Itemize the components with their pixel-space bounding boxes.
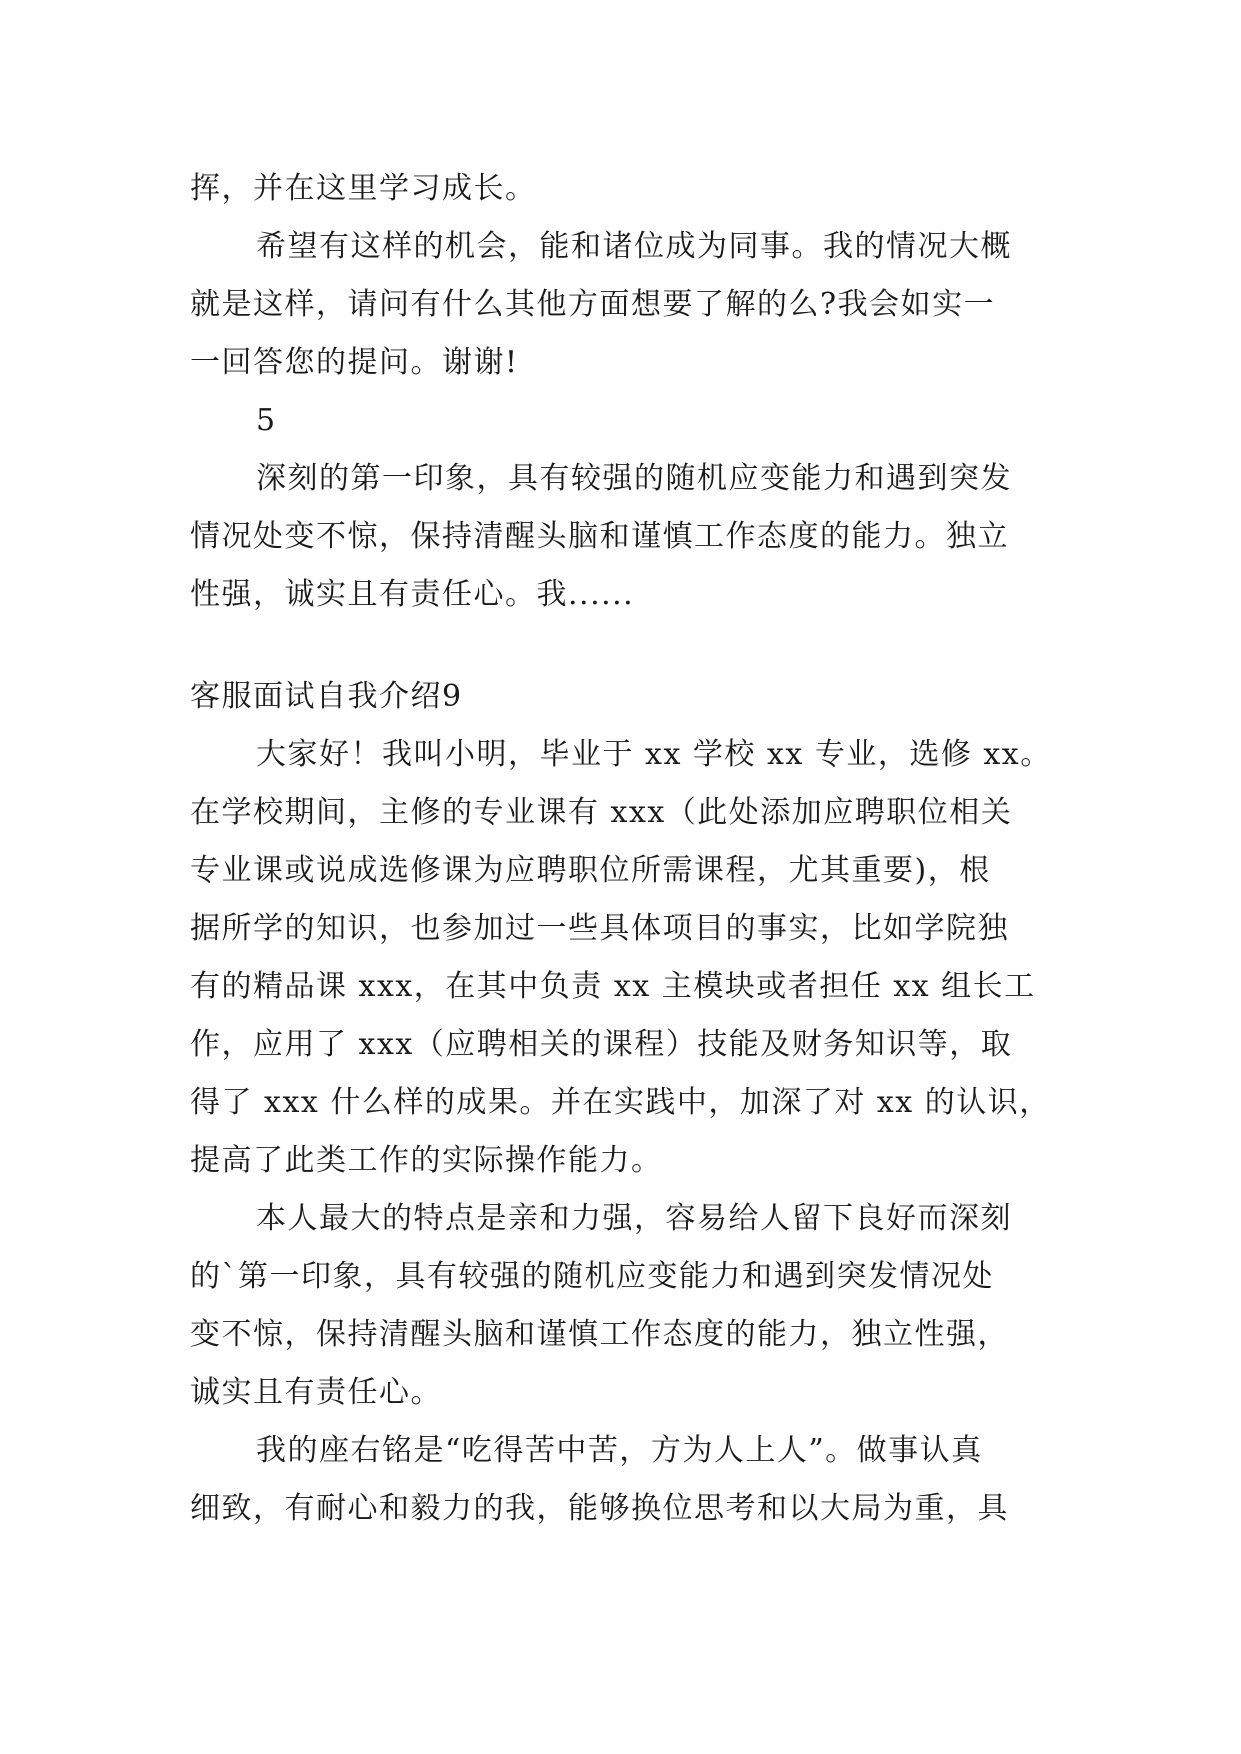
paragraph-line: 我的座右铭是“吃得苦中苦，方为人上人”。做事认真 <box>256 1433 983 1468</box>
paragraph-motto <box>190 1422 1050 1538</box>
paragraph-line: 细致，有耐心和毅力的我，能够换位思考和以大局为重，具 <box>190 1491 1009 1526</box>
paragraph-traits <box>190 1190 1050 1422</box>
section-gap <box>190 624 1050 668</box>
paragraph-line: 专业课或说成选修课为应聘职位所需课程，尤其重要)，根 <box>190 853 991 888</box>
paragraph-line: 作，应用了 xxx（应聘相关的课程）技能及财务知识等，取 <box>190 1027 1013 1062</box>
section-heading: 客服面试自我介绍9 <box>190 679 463 714</box>
paragraph-line: 希望有这样的机会，能和诸位成为同事。我的情况大概 <box>256 229 1012 264</box>
paragraph-line: 情况处变不惊，保持清醒头脑和谨慎工作态度的能力。独立 <box>190 519 1009 554</box>
paragraph-line: 有的精品课 xxx，在其中负责 xx 主模块或者担任 xx 组长工 <box>190 969 1036 1004</box>
paragraph-continuation-line: 挥，并在这里学习成长。 <box>190 171 537 206</box>
document-body <box>190 160 1050 1538</box>
paragraph-line: 在学校期间，主修的专业课有 xxx（此处添加应聘职位相关 <box>190 795 1013 830</box>
paragraph-line: 得了 xxx 什么样的成果。并在实践中，加深了对 xx 的认识， <box>190 1085 1051 1120</box>
paragraph-introduction <box>190 726 1050 1190</box>
section-number: 5 <box>256 403 277 438</box>
paragraph-line: 提高了此类工作的实际操作能力。 <box>190 1143 663 1178</box>
paragraph-line: 诚实且有责任心。 <box>190 1375 442 1410</box>
paragraph-line: 深刻的第一印象，具有较强的随机应变能力和遇到突发 <box>256 461 1012 496</box>
paragraph-line: 一回答您的提问。谢谢! <box>190 345 519 380</box>
paragraph-line: 本人最大的特点是亲和力强，容易给人留下良好而深刻 <box>256 1201 1012 1236</box>
paragraph-line: 就是这样，请问有什么其他方面想要了解的么?我会如实一 <box>190 287 996 322</box>
paragraph-line: 据所学的知识，也参加过一些具体项目的事实，比如学院独 <box>190 911 1009 946</box>
paragraph-line: 性强，诚实且有责任心。我...... <box>190 577 635 612</box>
paragraph-line: 大家好！我叫小明，毕业于 xx 学校 xx 专业，选修 xx。 <box>256 737 1052 772</box>
paragraph-line: 的`第一印象，具有较强的随机应变能力和遇到突发情况处 <box>190 1259 994 1294</box>
paragraph-excerpt <box>190 450 1050 624</box>
paragraph-closing <box>190 218 1050 392</box>
paragraph-line: 变不惊，保持清醒头脑和谨慎工作态度的能力，独立性强， <box>190 1317 1009 1352</box>
